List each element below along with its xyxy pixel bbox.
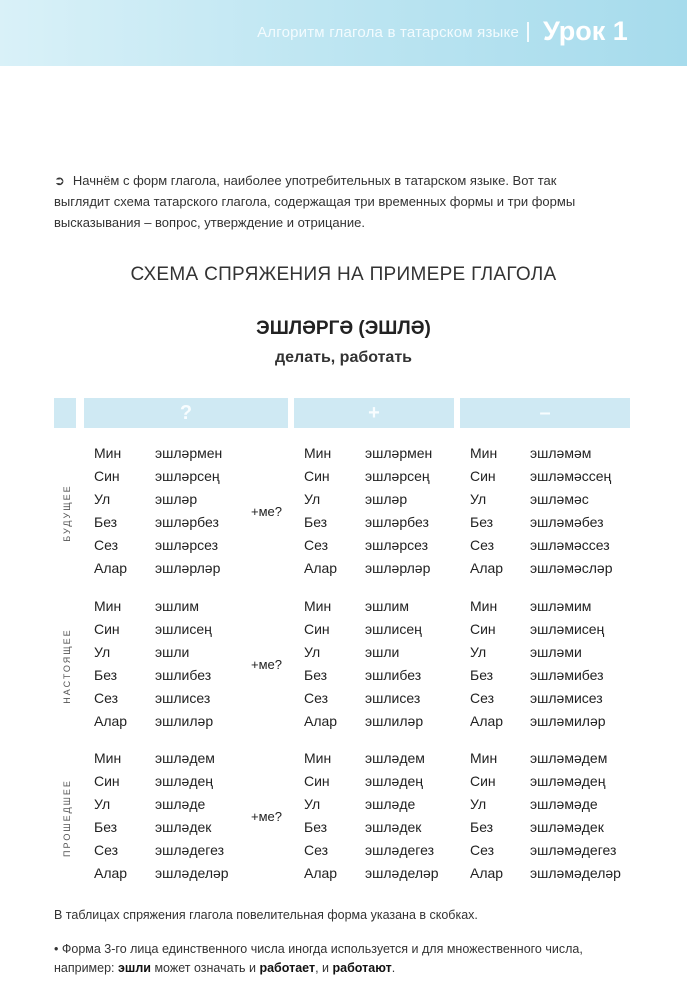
header-band [0,0,687,66]
pronoun-cell: Алар [304,865,338,881]
pronoun-cell: Без [470,667,494,683]
pronoun-cell: Без [94,514,118,530]
pronoun-cell: Ул [304,644,321,660]
pronoun-cell: Алар [470,865,504,881]
pronoun-cell: Сез [470,842,495,858]
note-bullet: • [54,942,59,956]
negative-form-cell: эшләмәдегез [530,842,617,858]
positive-form-cell: эшләрмен [365,445,433,461]
negative-form-cell: эшләмәм [530,445,592,461]
positive-form-cell: эшлисез [365,690,421,706]
pronoun-cell: Мин [470,445,498,461]
positive-form-cell: эшләрбез [365,514,429,530]
negative-form-cell: эшләмим [530,598,592,614]
negative-form-cell: эшләмәдек [530,819,604,835]
negative-form-cell: эшләмисең [530,621,605,637]
pronoun-cell: Син [94,773,120,789]
lesson-number: Урок 1 [543,16,628,46]
negative-form-cell: эшләмәдем [530,750,608,766]
negative-form-cell: эшләмиләр [530,713,606,729]
negative-form-cell: эшләмәссең [530,468,612,484]
pronoun-cell: Без [304,514,328,530]
pronoun-cell: Алар [470,560,504,576]
positive-form-cell: эшләдек [365,819,422,835]
question-particle: +ме? [251,656,282,672]
question-form-cell: эшләдек [155,819,212,835]
pronoun-cell: Без [304,819,328,835]
pronoun-cell: Мин [304,445,332,461]
negative-form-cell: эшләмәдең [530,773,606,789]
tense-label: БУДУЩЕЕ [62,484,72,542]
pronoun-cell: Сез [94,690,119,706]
imperative-note: В таблицах спряжения глагола повелительная форма указана в скобках. [54,908,478,922]
pronoun-cell: Син [94,621,120,637]
note-plural: работают [332,961,392,975]
corner-header-cell [54,398,76,428]
pronoun-cell: Алар [94,560,128,576]
question-form-cell: эшли [155,644,190,660]
pronoun-cell: Сез [304,842,329,858]
pronoun-cell: Ул [304,796,321,812]
positive-form-cell: эшли [365,644,400,660]
pronoun-cell: Син [470,621,496,637]
pronoun-cell: Без [94,667,118,683]
pronoun-cell: Сез [94,842,119,858]
pronoun-cell: Алар [304,560,338,576]
pronoun-cell: Син [94,468,120,484]
question-form-cell: эшләрсең [155,468,220,484]
positive-form-cell: эшләдем [365,750,425,766]
positive-form-cell: эшләдең [365,773,424,789]
pronoun-cell: Мин [304,598,332,614]
positive-form-cell: эшләделәр [365,865,439,881]
question-form-cell: эшлим [155,598,199,614]
pronoun-cell: Алар [94,713,128,729]
intro-paragraph [54,170,614,233]
question-form-cell: эшлисез [155,690,211,706]
pronoun-cell: Без [304,667,328,683]
plural-note [54,940,634,978]
pronoun-cell: Алар [94,865,128,881]
pronoun-cell: Мин [94,598,122,614]
negative-form-cell: эшләмәс [530,491,589,507]
positive-form-cell: эшлибез [365,667,422,683]
question-form-cell: эшләр [155,491,198,507]
note-text-c: , и [315,961,330,975]
question-form-cell: эшләрбез [155,514,219,530]
tense-label: НАСТОЯЩЕЕ [62,628,72,704]
question-form-cell: эшләделәр [155,865,229,881]
positive-column-header: + [294,398,454,428]
note-text-a: Форма 3-го лица единственного числа иногда используется и для множественного числа, например: [54,942,583,975]
pronoun-cell: Син [304,621,330,637]
note-example-word: эшли [118,961,151,975]
pronoun-cell: Ул [470,644,487,660]
positive-form-cell: эшлим [365,598,409,614]
negative-form-cell: эшләмәде [530,796,598,812]
positive-form-cell: эшләрләр [365,560,431,576]
header-separator [527,22,529,42]
pronoun-cell: Син [304,773,330,789]
verb-meaning: делать, работать [274,349,412,366]
question-column-header: ? [84,398,288,428]
positive-form-cell: эшләрсең [365,468,430,484]
pronoun-cell: Ул [304,491,321,507]
pronoun-cell: Без [470,514,494,530]
question-form-cell: эшлибез [155,667,212,683]
note-end: . [391,961,396,975]
pronoun-cell: Без [94,819,118,835]
chapter-title: Алгоритм глагола в татарском языке [257,24,519,41]
question-form-cell: эшләрләр [155,560,221,576]
pronoun-cell: Без [470,819,494,835]
pronoun-cell: Син [304,468,330,484]
question-form-cell: эшләрмен [155,445,223,461]
question-form-cell: эшләдең [155,773,214,789]
question-form-cell: эшлиләр [155,713,214,729]
question-form-cell: эшлисең [155,621,212,637]
arrow-bullet-icon: ➲ [54,173,65,188]
intro-text: Начнём с форм глагола, наиболее употребительных в татарском языке. Вот так выглядит схема татарского глагола, содержащая три временных формы и три формы высказывания – вопрос, утверждение и отрицание. [54,173,576,230]
pronoun-cell: Мин [470,598,498,614]
pronoun-cell: Сез [470,537,495,553]
negative-form-cell: эшләмәбез [530,514,604,530]
pronoun-cell: Ул [94,796,111,812]
scheme-title: СХЕМА СПРЯЖЕНИЯ НА ПРИМЕРЕ ГЛАГОЛА [130,264,557,285]
positive-form-cell: эшлиләр [365,713,424,729]
pronoun-cell: Ул [94,644,111,660]
pronoun-cell: Сез [304,537,329,553]
question-particle: +ме? [251,808,282,824]
question-form-cell: эшләдем [155,750,215,766]
positive-form-cell: эшләр [365,491,408,507]
negative-form-cell: эшләмәссез [530,537,610,553]
pronoun-cell: Ул [470,796,487,812]
positive-form-cell: эшлисең [365,621,422,637]
positive-form-cell: эшләде [365,796,416,812]
note-singular: работает [259,961,316,975]
negative-form-cell: эшләмисез [530,690,603,706]
pronoun-cell: Мин [470,750,498,766]
pronoun-cell: Сез [470,690,495,706]
note-text-b: может означать и [154,961,256,975]
question-form-cell: эшләдегез [155,842,224,858]
pronoun-cell: Ул [94,491,111,507]
pronoun-cell: Син [470,468,496,484]
pronoun-cell: Сез [304,690,329,706]
negative-column-header: – [460,398,630,428]
negative-form-cell: эшләмибез [530,667,604,683]
negative-form-cell: эшләми [530,644,582,660]
pronoun-cell: Мин [304,750,332,766]
pronoun-cell: Алар [470,713,504,729]
positive-form-cell: эшләрсез [365,537,429,553]
negative-form-cell: эшләмәсләр [530,560,613,576]
pronoun-cell: Син [470,773,496,789]
pronoun-cell: Мин [94,445,122,461]
negative-form-cell: эшләмәделәр [530,865,621,881]
verb-title: ЭШЛӘРГӘ (ЭШЛӘ) [256,318,431,339]
pronoun-cell: Сез [94,537,119,553]
positive-form-cell: эшләдегез [365,842,434,858]
question-form-cell: эшләрсез [155,537,219,553]
question-particle: +ме? [251,503,282,519]
question-form-cell: эшләде [155,796,206,812]
pronoun-cell: Мин [94,750,122,766]
tense-label: ПРОШЕДШЕЕ [62,779,72,857]
pronoun-cell: Алар [304,713,338,729]
pronoun-cell: Ул [470,491,487,507]
